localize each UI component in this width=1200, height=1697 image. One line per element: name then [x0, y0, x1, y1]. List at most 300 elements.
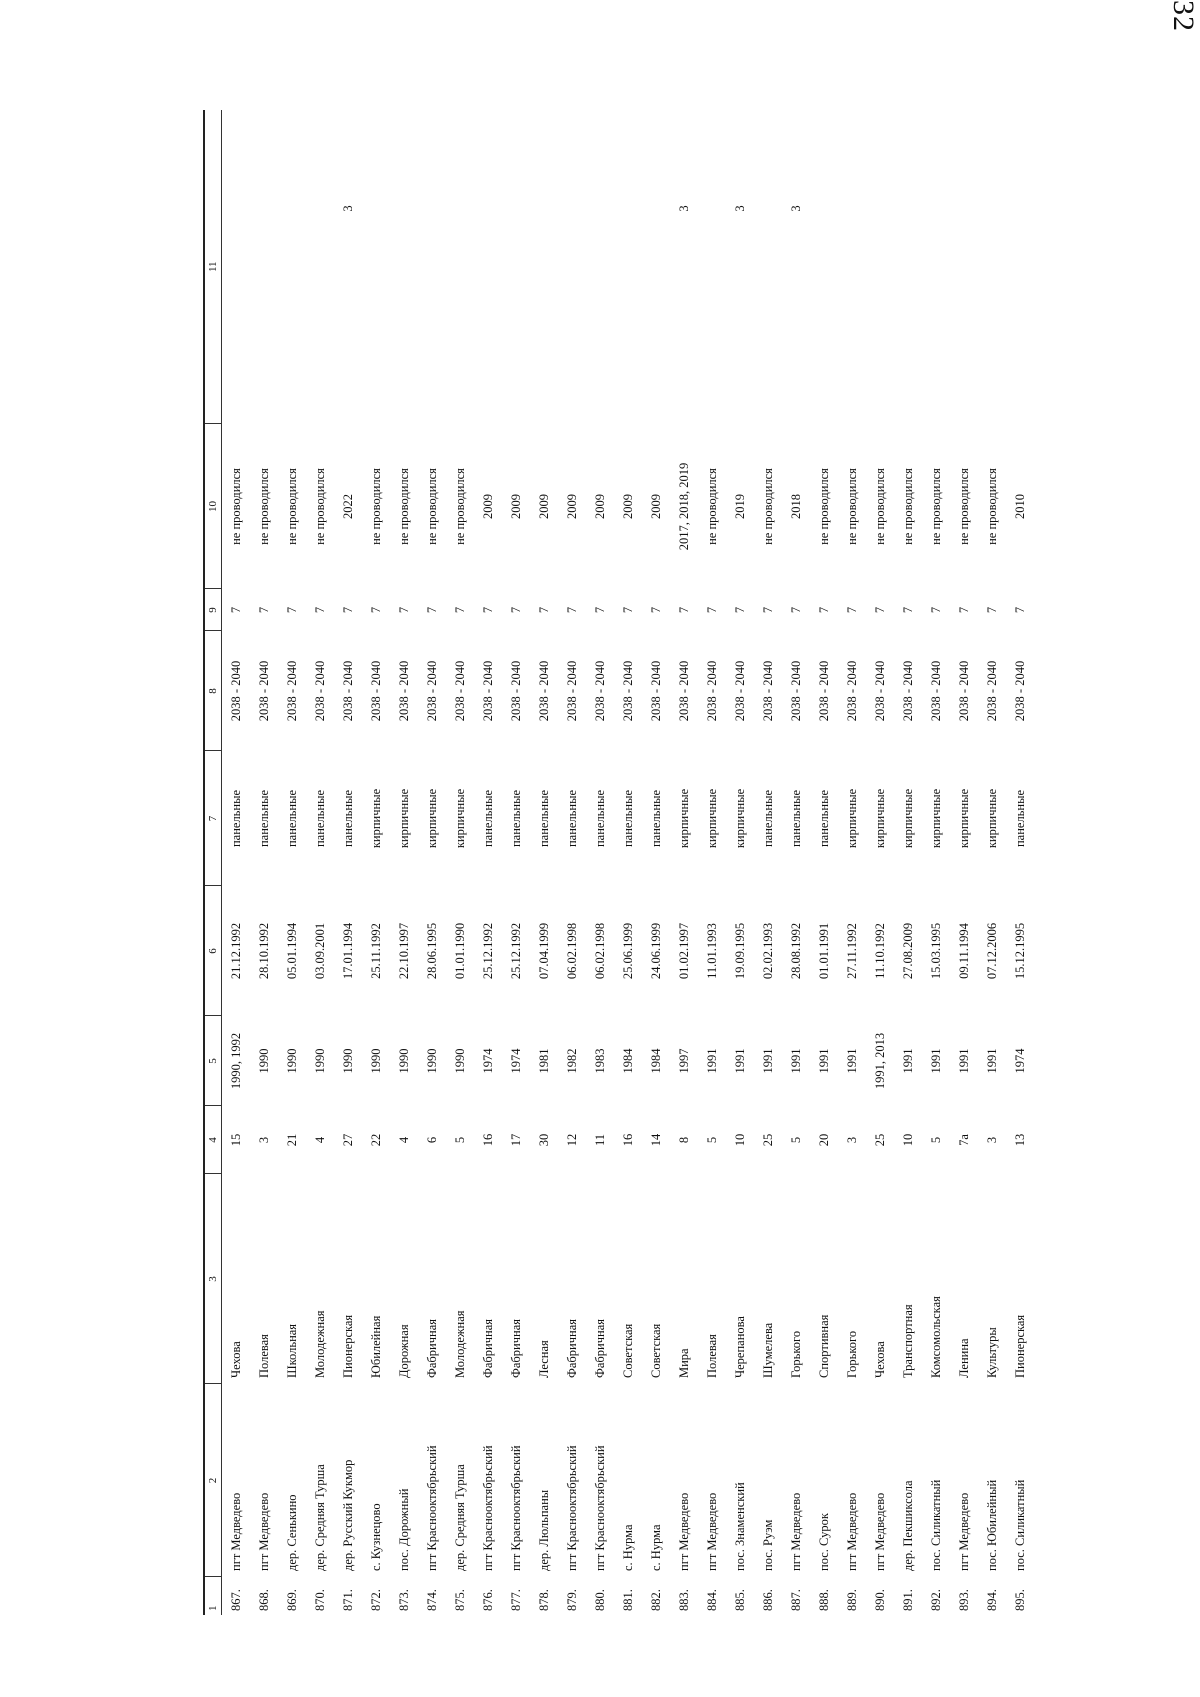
- cell-wall-material: кирпичные: [872, 788, 887, 849]
- cell-last-repair: не проводился: [312, 468, 327, 545]
- cell-last-repair: не проводился: [284, 468, 299, 545]
- cell-last-repair: не проводился: [956, 468, 971, 545]
- cell-house-number: 3: [256, 1136, 271, 1144]
- cell-wall-material: кирпичные: [396, 788, 411, 849]
- cell-service-life: 7: [480, 606, 495, 614]
- cell-last-repair: не проводился: [760, 468, 775, 545]
- cell-note: [446, 110, 474, 424]
- table-row: [222, 110, 251, 1615]
- cell-note: [418, 110, 446, 424]
- table-row: [950, 110, 978, 1615]
- cell-street: Культуры: [984, 1327, 999, 1378]
- cell-last-repair: не проводился: [256, 468, 271, 545]
- cell-overhaul-period: 2038 - 2040: [620, 660, 635, 722]
- cell-note: [922, 110, 950, 424]
- cell-settlement: пос. Силикатный: [928, 1479, 943, 1571]
- housing-registry-table: [203, 110, 1034, 1615]
- cell-overhaul-period: 2038 - 2040: [256, 660, 271, 722]
- cell-service-life: 7: [396, 606, 411, 614]
- cell-row-number: 876.: [480, 1589, 495, 1611]
- cell-date-commissioned: 15.12.1995: [1012, 922, 1027, 980]
- cell-overhaul-period: 2038 - 2040: [284, 660, 299, 722]
- cell-settlement: пгт Краснооктябрьский: [564, 1445, 579, 1571]
- cell-overhaul-period: 2038 - 2040: [592, 660, 607, 722]
- cell-settlement: пгт Медведево: [872, 1492, 887, 1571]
- cell-year-built: 1997: [676, 1048, 691, 1074]
- column-header: 2: [204, 1384, 222, 1577]
- cell-year-built: 1984: [648, 1048, 663, 1074]
- cell-house-number: 6: [424, 1136, 439, 1144]
- cell-year-built: 1990: [312, 1048, 327, 1074]
- cell-house-number: 4: [312, 1136, 327, 1144]
- cell-service-life: 7: [1012, 606, 1027, 614]
- cell-house-number: 4: [396, 1136, 411, 1144]
- cell-house-number: 5: [452, 1136, 467, 1144]
- cell-settlement: дер. Пекшиксола: [900, 1480, 915, 1571]
- cell-house-number: 12: [564, 1133, 579, 1147]
- cell-street: Горького: [788, 1330, 803, 1378]
- cell-row-number: 867.: [228, 1589, 243, 1611]
- cell-settlement: пос. Силикатный: [1012, 1479, 1027, 1571]
- cell-last-repair: 2009: [592, 494, 607, 519]
- cell-last-repair: 2010: [1012, 494, 1027, 519]
- cell-overhaul-period: 2038 - 2040: [480, 660, 495, 722]
- cell-street: Мира: [676, 1348, 691, 1378]
- cell-date-commissioned: 01.02.1997: [676, 922, 691, 980]
- cell-wall-material: панельные: [1012, 789, 1027, 848]
- cell-last-repair: 2017, 2018, 2019: [676, 462, 691, 551]
- cell-row-number: 886.: [760, 1589, 775, 1611]
- table-row: [670, 110, 698, 1615]
- cell-row-number: 869.: [284, 1589, 299, 1611]
- cell-settlement: пгт Краснооктябрьский: [480, 1445, 495, 1571]
- cell-wall-material: панельные: [480, 789, 495, 848]
- cell-note: [838, 110, 866, 424]
- cell-wall-material: панельные: [536, 789, 551, 848]
- cell-row-number: 891.: [900, 1589, 915, 1611]
- cell-house-number: 3: [844, 1136, 859, 1144]
- cell-last-repair: не проводился: [396, 468, 411, 545]
- column-header: 1: [204, 1577, 222, 1615]
- cell-wall-material: кирпичные: [984, 788, 999, 849]
- cell-service-life: 7: [256, 606, 271, 614]
- cell-street: Горького: [844, 1330, 859, 1378]
- cell-date-commissioned: 09.11.1994: [956, 923, 971, 979]
- cell-street: Шумелева: [760, 1322, 775, 1378]
- cell-house-number: 8: [676, 1136, 691, 1144]
- cell-year-built: 1991: [928, 1048, 943, 1074]
- cell-note: [390, 110, 418, 424]
- cell-street: Дорожная: [396, 1324, 411, 1378]
- cell-service-life: 7: [816, 606, 831, 614]
- column-header: 6: [204, 886, 222, 1016]
- column-header: 9: [204, 589, 222, 631]
- cell-overhaul-period: 2038 - 2040: [984, 660, 999, 722]
- cell-date-commissioned: 01.01.1990: [452, 922, 467, 980]
- cell-note: [810, 110, 838, 424]
- table-row: [838, 110, 866, 1615]
- cell-date-commissioned: 25.12.1992: [480, 922, 495, 980]
- cell-overhaul-period: 2038 - 2040: [228, 660, 243, 722]
- cell-house-number: 3: [984, 1136, 999, 1144]
- cell-overhaul-period: 2038 - 2040: [564, 660, 579, 722]
- cell-row-number: 875.: [452, 1589, 467, 1611]
- cell-date-commissioned: 11.01.1993: [704, 923, 719, 979]
- cell-settlement: пос. Юбилейный: [984, 1479, 999, 1571]
- cell-year-built: 1984: [620, 1048, 635, 1074]
- cell-date-commissioned: 25.11.1992: [368, 923, 383, 979]
- cell-house-number: 25: [760, 1133, 775, 1147]
- cell-date-commissioned: 05.01.1994: [284, 922, 299, 980]
- column-header: 4: [204, 1106, 222, 1174]
- cell-service-life: 7: [704, 606, 719, 614]
- cell-house-number: 17: [508, 1133, 523, 1147]
- table-row: [586, 110, 614, 1615]
- cell-last-repair: 2018: [788, 494, 803, 519]
- cell-date-commissioned: 27.11.1992: [844, 923, 859, 979]
- cell-row-number: 894.: [984, 1589, 999, 1611]
- cell-house-number: 5: [788, 1136, 803, 1144]
- cell-year-built: 1991: [984, 1048, 999, 1074]
- cell-date-commissioned: 19.09.1995: [732, 922, 747, 980]
- cell-overhaul-period: 2038 - 2040: [452, 660, 467, 722]
- cell-row-number: 883.: [676, 1589, 691, 1611]
- cell-year-built: 1991: [956, 1048, 971, 1074]
- cell-year-built: 1990: [340, 1048, 355, 1074]
- table-row: [278, 110, 306, 1615]
- cell-street: Чехова: [872, 1341, 887, 1378]
- cell-last-repair: не проводился: [452, 468, 467, 545]
- cell-service-life: 7: [788, 606, 803, 614]
- cell-wall-material: панельные: [256, 789, 271, 848]
- cell-note: [698, 110, 726, 424]
- cell-settlement: пгт Медведево: [256, 1492, 271, 1571]
- cell-row-number: 874.: [424, 1589, 439, 1611]
- cell-service-life: 7: [984, 606, 999, 614]
- cell-service-life: 7: [424, 606, 439, 614]
- cell-year-built: 1983: [592, 1048, 607, 1074]
- cell-service-life: 7: [760, 606, 775, 614]
- cell-street: Черепанова: [732, 1316, 747, 1378]
- cell-note: [754, 110, 782, 424]
- cell-year-built: 1991: [816, 1048, 831, 1074]
- cell-date-commissioned: 17.01.1994: [340, 922, 355, 980]
- cell-settlement: с. Нурма: [648, 1524, 663, 1571]
- cell-row-number: 889.: [844, 1589, 859, 1611]
- cell-wall-material: кирпичные: [424, 788, 439, 849]
- cell-overhaul-period: 2038 - 2040: [900, 660, 915, 722]
- table-row: [474, 110, 502, 1615]
- cell-service-life: 7: [228, 606, 243, 614]
- table-header: [204, 110, 222, 1615]
- cell-wall-material: панельные: [228, 789, 243, 848]
- cell-overhaul-period: 2038 - 2040: [312, 660, 327, 722]
- table-row: [698, 110, 726, 1615]
- cell-date-commissioned: 06.02.1998: [592, 922, 607, 980]
- cell-settlement: пгт Медведево: [844, 1492, 859, 1571]
- cell-last-repair: 2009: [536, 494, 551, 519]
- table-row: [306, 110, 334, 1615]
- cell-overhaul-period: 2038 - 2040: [424, 660, 439, 722]
- cell-street: Фабричная: [564, 1319, 579, 1378]
- cell-street: Пионерская: [340, 1314, 355, 1378]
- cell-wall-material: панельные: [340, 789, 355, 848]
- cell-street: Полевая: [704, 1334, 719, 1378]
- cell-wall-material: кирпичные: [900, 788, 915, 849]
- cell-settlement: пгт Медведево: [676, 1492, 691, 1571]
- cell-street: Фабричная: [508, 1319, 523, 1378]
- table-row: [390, 110, 418, 1615]
- cell-year-built: 1991: [900, 1048, 915, 1074]
- cell-house-number: 13: [1012, 1133, 1027, 1147]
- cell-row-number: 885.: [732, 1589, 747, 1611]
- cell-last-repair: 2009: [508, 494, 523, 519]
- cell-note: [474, 110, 502, 424]
- cell-street: Школьная: [284, 1323, 299, 1378]
- cell-settlement: с. Нурма: [620, 1524, 635, 1571]
- cell-street: Фабричная: [424, 1319, 439, 1378]
- column-header: 7: [204, 751, 222, 886]
- cell-last-repair: не проводился: [928, 468, 943, 545]
- column-header: 8: [204, 631, 222, 751]
- cell-last-repair: не проводился: [228, 468, 243, 545]
- cell-date-commissioned: 28.06.1995: [424, 922, 439, 980]
- cell-street: Лесная: [536, 1340, 551, 1378]
- cell-wall-material: панельные: [312, 789, 327, 848]
- cell-service-life: 7: [900, 606, 915, 614]
- cell-note: 3: [732, 205, 747, 212]
- table-row: [810, 110, 838, 1615]
- cell-service-life: 7: [648, 606, 663, 614]
- cell-service-life: 7: [956, 606, 971, 614]
- cell-overhaul-period: 2038 - 2040: [508, 660, 523, 722]
- cell-year-built: 1974: [508, 1048, 523, 1074]
- cell-year-built: 1974: [480, 1048, 495, 1074]
- cell-row-number: 871.: [340, 1589, 355, 1611]
- cell-house-number: 16: [480, 1133, 495, 1147]
- cell-year-built: 1991: [704, 1048, 719, 1074]
- cell-note: [894, 110, 922, 424]
- cell-year-built: 1974: [1012, 1048, 1027, 1074]
- cell-overhaul-period: 2038 - 2040: [816, 660, 831, 722]
- cell-row-number: 879.: [564, 1589, 579, 1611]
- cell-row-number: 873.: [396, 1589, 411, 1611]
- cell-note: [642, 110, 670, 424]
- table-row: [866, 110, 894, 1615]
- cell-note: [1006, 110, 1034, 424]
- cell-row-number: 887.: [788, 1589, 803, 1611]
- cell-house-number: 16: [620, 1133, 635, 1147]
- cell-note: [530, 110, 558, 424]
- cell-overhaul-period: 2038 - 2040: [536, 660, 551, 722]
- cell-row-number: 880.: [592, 1589, 607, 1611]
- cell-overhaul-period: 2038 - 2040: [648, 660, 663, 722]
- cell-settlement: пгт Медведево: [788, 1492, 803, 1571]
- cell-date-commissioned: 25.12.1992: [508, 922, 523, 980]
- cell-house-number: 27: [340, 1133, 355, 1147]
- cell-street: Фабричная: [592, 1319, 607, 1378]
- cell-house-number: 7а: [956, 1134, 971, 1146]
- cell-last-repair: 2009: [620, 494, 635, 519]
- cell-wall-material: кирпичные: [732, 788, 747, 849]
- table-row: [978, 110, 1006, 1615]
- cell-note: [362, 110, 390, 424]
- cell-row-number: 870.: [312, 1589, 327, 1611]
- cell-date-commissioned: 07.04.1999: [536, 922, 551, 980]
- cell-year-built: 1990: [396, 1048, 411, 1074]
- cell-note: [250, 110, 278, 424]
- column-header: 5: [204, 1016, 222, 1106]
- cell-service-life: 7: [312, 606, 327, 614]
- table-row: [614, 110, 642, 1615]
- cell-street: Комсомольская: [928, 1296, 943, 1378]
- cell-settlement: дер. Русский Кукмор: [340, 1459, 355, 1571]
- cell-year-built: 1991, 2013: [872, 1032, 887, 1090]
- cell-date-commissioned: 01.01.1991: [816, 922, 831, 980]
- cell-date-commissioned: 28.10.1992: [256, 922, 271, 980]
- cell-street: Молодежная: [452, 1310, 467, 1378]
- cell-overhaul-period: 2038 - 2040: [872, 660, 887, 722]
- cell-note: [614, 110, 642, 424]
- cell-date-commissioned: 02.02.1993: [760, 922, 775, 980]
- cell-service-life: 7: [844, 606, 859, 614]
- table-row: [250, 110, 278, 1615]
- cell-overhaul-period: 2038 - 2040: [844, 660, 859, 722]
- cell-row-number: 878.: [536, 1589, 551, 1611]
- table-body: [222, 110, 1035, 1615]
- cell-settlement: с. Кузнецово: [368, 1503, 383, 1571]
- cell-last-repair: 2009: [480, 494, 495, 519]
- header-row: [204, 110, 222, 1615]
- cell-row-number: 884.: [704, 1589, 719, 1611]
- cell-wall-material: панельные: [564, 789, 579, 848]
- cell-last-repair: не проводился: [900, 468, 915, 545]
- cell-last-repair: 2019: [732, 494, 747, 519]
- cell-year-built: 1982: [564, 1048, 579, 1074]
- cell-house-number: 14: [648, 1133, 663, 1147]
- cell-last-repair: не проводился: [424, 468, 439, 545]
- column-header: 10: [204, 424, 222, 589]
- cell-house-number: 20: [816, 1133, 831, 1147]
- cell-settlement: пгт Медведево: [956, 1492, 971, 1571]
- cell-year-built: 1991: [844, 1048, 859, 1074]
- table-row: [418, 110, 446, 1615]
- table-row: [362, 110, 390, 1615]
- cell-settlement: пгт Медведево: [704, 1492, 719, 1571]
- cell-note: [950, 110, 978, 424]
- cell-date-commissioned: 07.12.2006: [984, 922, 999, 980]
- cell-service-life: 7: [368, 606, 383, 614]
- cell-last-repair: не проводился: [704, 468, 719, 545]
- cell-date-commissioned: 24.06.1999: [648, 922, 663, 980]
- cell-year-built: 1991: [788, 1048, 803, 1074]
- cell-row-number: 895.: [1012, 1589, 1027, 1611]
- cell-overhaul-period: 2038 - 2040: [956, 660, 971, 722]
- cell-settlement: пос. Сурок: [816, 1513, 831, 1571]
- cell-date-commissioned: 15.03.1995: [928, 922, 943, 980]
- cell-street: Советская: [648, 1323, 663, 1378]
- page-number: 32: [1167, 0, 1200, 32]
- cell-house-number: 25: [872, 1133, 887, 1147]
- cell-house-number: 11: [592, 1133, 607, 1147]
- cell-settlement: дер. Средняя Турша: [312, 1464, 327, 1571]
- cell-street: Пионерская: [1012, 1314, 1027, 1378]
- cell-row-number: 890.: [872, 1589, 887, 1611]
- cell-settlement: пгт Краснооктябрьский: [592, 1445, 607, 1571]
- cell-settlement: дер. Средняя Турша: [452, 1464, 467, 1571]
- cell-last-repair: 2022: [340, 494, 355, 519]
- cell-row-number: 868.: [256, 1589, 271, 1611]
- cell-date-commissioned: 25.06.1999: [620, 922, 635, 980]
- cell-note: [502, 110, 530, 424]
- cell-wall-material: кирпичные: [928, 788, 943, 849]
- cell-date-commissioned: 27.08.2009: [900, 922, 915, 980]
- cell-note: [586, 110, 614, 424]
- cell-wall-material: кирпичные: [704, 788, 719, 849]
- cell-last-repair: не проводился: [844, 468, 859, 545]
- table-row: [530, 110, 558, 1615]
- table-row: [502, 110, 530, 1615]
- cell-year-built: 1981: [536, 1048, 551, 1074]
- cell-note: [866, 110, 894, 424]
- cell-note: [306, 110, 334, 424]
- table-row: [754, 110, 782, 1615]
- cell-house-number: 22: [368, 1133, 383, 1147]
- table-row: [726, 110, 754, 1615]
- cell-street: Ленина: [956, 1338, 971, 1378]
- cell-note: [978, 110, 1006, 424]
- table-row: [782, 110, 810, 1615]
- cell-street: Фабричная: [480, 1319, 495, 1378]
- cell-overhaul-period: 2038 - 2040: [340, 660, 355, 722]
- cell-note: 3: [340, 205, 355, 212]
- cell-last-repair: 2009: [648, 494, 663, 519]
- cell-service-life: 7: [536, 606, 551, 614]
- cell-overhaul-period: 2038 - 2040: [788, 660, 803, 722]
- cell-row-number: 872.: [368, 1589, 383, 1611]
- cell-service-life: 7: [732, 606, 747, 614]
- cell-note: 3: [676, 205, 691, 212]
- cell-last-repair: не проводился: [816, 468, 831, 545]
- cell-house-number: 10: [732, 1133, 747, 1147]
- table-row: [642, 110, 670, 1615]
- cell-note: [278, 110, 306, 424]
- cell-wall-material: панельные: [284, 789, 299, 848]
- cell-year-built: 1990, 1992: [228, 1032, 243, 1090]
- cell-row-number: 892.: [928, 1589, 943, 1611]
- cell-wall-material: кирпичные: [956, 788, 971, 849]
- cell-wall-material: панельные: [620, 789, 635, 848]
- cell-wall-material: кирпичные: [844, 788, 859, 849]
- cell-service-life: 7: [340, 606, 355, 614]
- cell-house-number: 15: [228, 1133, 243, 1147]
- cell-year-built: 1990: [256, 1048, 271, 1074]
- cell-wall-material: панельные: [816, 789, 831, 848]
- cell-date-commissioned: 22.10.1997: [396, 922, 411, 980]
- cell-settlement: пос. Знаменский: [732, 1482, 747, 1571]
- cell-wall-material: кирпичные: [452, 788, 467, 849]
- cell-overhaul-period: 2038 - 2040: [396, 660, 411, 722]
- cell-service-life: 7: [592, 606, 607, 614]
- cell-service-life: 7: [508, 606, 523, 614]
- cell-street: Советская: [620, 1323, 635, 1378]
- column-header: 11: [204, 110, 222, 424]
- cell-settlement: пос. Дорожный: [396, 1488, 411, 1571]
- cell-house-number: 5: [928, 1136, 943, 1144]
- table-row: [334, 110, 362, 1615]
- cell-last-repair: не проводился: [872, 468, 887, 545]
- cell-year-built: 1990: [452, 1048, 467, 1074]
